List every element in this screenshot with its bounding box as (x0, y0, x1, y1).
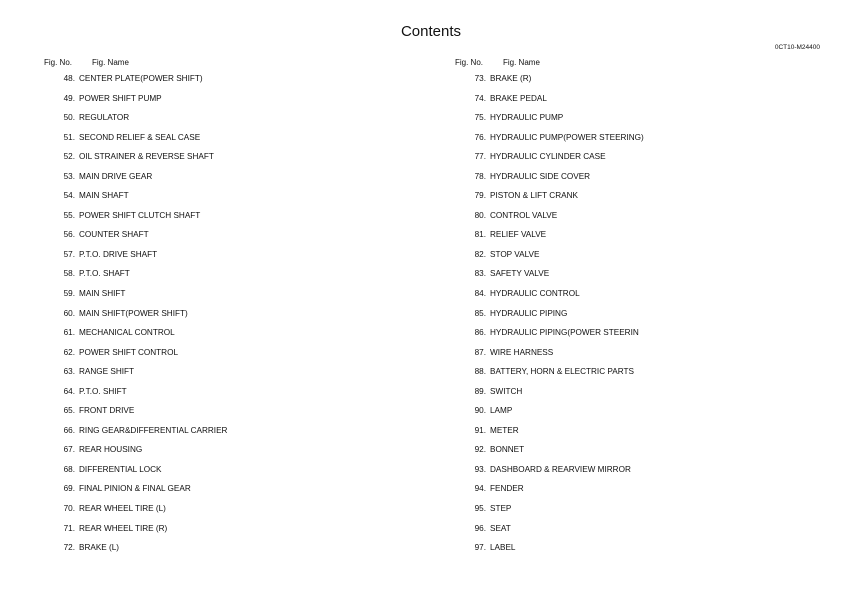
fig-name: REAR WHEEL TIRE (L) (79, 504, 166, 514)
list-item[interactable] (44, 445, 444, 465)
list-item[interactable] (455, 211, 842, 231)
list-item[interactable] (44, 211, 444, 231)
list-item[interactable] (455, 172, 842, 192)
fig-number: 62. (63, 347, 75, 357)
list-item[interactable] (455, 230, 842, 250)
fig-number: 95. (474, 504, 486, 514)
fig-name: PISTON & LIFT CRANK (490, 191, 578, 201)
fig-number: 92. (474, 445, 486, 455)
list-item[interactable] (44, 328, 444, 348)
fig-name: MECHANICAL CONTROL (79, 328, 175, 338)
list-item[interactable] (44, 426, 444, 446)
fig-number: 61. (63, 328, 75, 338)
fig-name: REAR WHEEL TIRE (R) (79, 523, 168, 533)
fig-name: REAR HOUSING (79, 445, 143, 455)
fig-number: 65. (63, 406, 75, 416)
fig-name: HYDRAULIC SIDE COVER (490, 171, 591, 181)
fig-number: 88. (474, 367, 486, 377)
list-item[interactable] (44, 250, 444, 270)
list-item[interactable] (44, 367, 444, 387)
fig-name: BRAKE (R) (490, 74, 532, 83)
fig-number: 93. (474, 464, 486, 474)
list-item[interactable] (455, 504, 842, 524)
list-item[interactable] (44, 133, 444, 153)
list-item[interactable] (44, 269, 444, 289)
fig-number: 56. (63, 230, 75, 240)
contents-column-left (44, 58, 444, 563)
fig-number: 73. (474, 74, 486, 83)
list-item[interactable] (44, 348, 444, 368)
list-item[interactable] (44, 484, 444, 504)
fig-number: 76. (474, 132, 486, 142)
fig-name: LABEL (490, 543, 516, 553)
fig-name: P.T.O. DRIVE SHAFT (79, 249, 158, 259)
fig-number: 81. (474, 230, 486, 240)
fig-name: CENTER PLATE(POWER SHIFT) (79, 74, 203, 83)
list-item[interactable] (455, 74, 842, 94)
fig-name: HYDRAULIC CYLINDER CASE (490, 152, 606, 162)
fig-number: 67. (63, 445, 75, 455)
fig-name: STOP VALVE (490, 249, 540, 259)
fig-name: OIL STRAINER & REVERSE SHAFT (79, 152, 214, 162)
fig-number: 55. (63, 210, 75, 220)
contents-list (455, 74, 842, 563)
fig-name-header: Fig. Name (92, 58, 129, 67)
fig-number: 80. (474, 210, 486, 220)
fig-name: LAMP (490, 406, 513, 416)
fig-number: 54. (63, 191, 75, 201)
fig-number: 79. (474, 191, 486, 201)
fig-name: HYDRAULIC CONTROL (490, 289, 580, 299)
fig-number: 70. (63, 504, 75, 514)
fig-name-header: Fig. Name (503, 58, 540, 67)
list-item[interactable] (44, 113, 444, 133)
list-item[interactable] (455, 406, 842, 426)
fig-name: STEP (490, 504, 512, 514)
fig-name: SWITCH (490, 386, 523, 396)
list-item[interactable] (44, 465, 444, 485)
fig-number: 53. (63, 171, 75, 181)
fig-name: HYDRAULIC PUMP(POWER STEERING) (490, 132, 644, 142)
list-item[interactable] (455, 113, 842, 133)
fig-name: SAFETY VALVE (490, 269, 550, 279)
fig-number: 50. (63, 113, 75, 123)
list-item[interactable] (455, 250, 842, 270)
list-item[interactable] (44, 406, 444, 426)
fig-number: 84. (474, 289, 486, 299)
fig-number: 72. (63, 543, 75, 553)
fig-name: MAIN SHIFT(POWER SHIFT) (79, 308, 188, 318)
fig-name: POWER SHIFT PUMP (79, 93, 162, 103)
fig-number: 82. (474, 249, 486, 259)
fig-number: 90. (474, 406, 486, 416)
fig-name: BRAKE PEDAL (490, 93, 547, 103)
fig-name: POWER SHIFT CLUTCH SHAFT (79, 210, 201, 220)
list-item[interactable] (44, 152, 444, 172)
fig-number: 94. (474, 484, 486, 494)
document-code: 0CT10-M24400 (774, 44, 820, 51)
page-title: Contents (400, 23, 462, 40)
fig-name: CONTROL VALVE (490, 210, 558, 220)
list-item[interactable] (44, 504, 444, 524)
fig-name: METER (490, 425, 519, 435)
fig-name: FRONT DRIVE (79, 406, 135, 416)
list-item[interactable] (455, 94, 842, 114)
column-header (455, 58, 842, 74)
list-item[interactable] (44, 172, 444, 192)
list-item[interactable] (44, 191, 444, 211)
fig-name: REGULATOR (79, 113, 130, 123)
fig-name: P.T.O. SHIFT (79, 386, 127, 396)
fig-number: 74. (474, 93, 486, 103)
fig-number: 48. (63, 74, 75, 83)
list-item[interactable] (455, 269, 842, 289)
list-item[interactable] (455, 133, 842, 153)
fig-name: HYDRAULIC PUMP (490, 113, 564, 123)
fig-number: 87. (474, 347, 486, 357)
fig-number: 71. (63, 523, 75, 533)
fig-number: 96. (474, 523, 486, 533)
fig-name: FENDER (490, 484, 524, 494)
list-item[interactable] (455, 152, 842, 172)
fig-number: 57. (63, 249, 75, 259)
list-item[interactable] (44, 289, 444, 309)
fig-name: P.T.O. SHAFT (79, 269, 130, 279)
list-item[interactable] (455, 309, 842, 329)
contents-list (44, 74, 444, 563)
fig-number: 63. (63, 367, 75, 377)
contents-column-right (455, 58, 842, 563)
fig-number: 77. (474, 152, 486, 162)
list-item[interactable] (44, 309, 444, 329)
fig-number: 52. (63, 152, 75, 162)
fig-name: RANGE SHIFT (79, 367, 135, 377)
fig-number: 86. (474, 328, 486, 338)
fig-name: SECOND RELIEF & SEAL CASE (79, 132, 201, 142)
fig-no-header: Fig. No. (455, 58, 484, 67)
fig-number: 69. (63, 484, 75, 494)
fig-name: COUNTER SHAFT (79, 230, 149, 240)
fig-name: MAIN SHAFT (79, 191, 129, 201)
fig-number: 64. (63, 386, 75, 396)
fig-name: HYDRAULIC PIPING(POWER STEERIN (490, 328, 639, 338)
fig-number: 91. (474, 425, 486, 435)
fig-name: RING GEAR&DIFFERENTIAL CARRIER (79, 425, 228, 435)
list-item[interactable] (455, 524, 842, 544)
fig-no-header: Fig. No. (44, 58, 73, 67)
fig-name: MAIN SHIFT (79, 289, 126, 299)
list-item[interactable] (455, 289, 842, 309)
list-item[interactable] (455, 465, 842, 485)
fig-number: 97. (474, 543, 486, 553)
list-item[interactable] (455, 367, 842, 387)
list-item[interactable] (455, 348, 842, 368)
list-item[interactable] (455, 484, 842, 504)
list-item[interactable] (455, 445, 842, 465)
fig-name: BRAKE (L) (79, 543, 120, 553)
fig-name: BATTERY, HORN & ELECTRIC PARTS (490, 367, 634, 377)
fig-name: BONNET (490, 445, 525, 455)
fig-number: 83. (474, 269, 486, 279)
fig-number: 68. (63, 464, 75, 474)
list-item[interactable] (44, 387, 444, 407)
fig-name: RELIEF VALVE (490, 230, 547, 240)
fig-name: SEAT (490, 523, 511, 533)
fig-number: 75. (474, 113, 486, 123)
fig-number: 85. (474, 308, 486, 318)
list-item[interactable] (44, 94, 444, 114)
fig-name: DASHBOARD & REARVIEW MIRROR (490, 464, 631, 474)
list-item[interactable] (455, 426, 842, 446)
fig-number: 89. (474, 386, 486, 396)
fig-number: 59. (63, 289, 75, 299)
fig-number: 58. (63, 269, 75, 279)
list-item[interactable] (44, 230, 444, 250)
list-item[interactable] (455, 328, 842, 348)
fig-number: 78. (474, 171, 486, 181)
list-item[interactable] (455, 387, 842, 407)
list-item[interactable] (455, 191, 842, 211)
fig-name: MAIN DRIVE GEAR (79, 171, 153, 181)
list-item[interactable] (455, 543, 842, 563)
fig-name: FINAL PINION & FINAL GEAR (79, 484, 191, 494)
fig-number: 51. (63, 132, 75, 142)
fig-number: 60. (63, 308, 75, 318)
fig-number: 49. (63, 93, 75, 103)
list-item[interactable] (44, 543, 444, 563)
list-item[interactable] (44, 524, 444, 544)
column-header (44, 58, 444, 74)
fig-name: HYDRAULIC PIPING (490, 308, 568, 318)
fig-name: POWER SHIFT CONTROL (79, 347, 179, 357)
list-item[interactable] (44, 74, 444, 94)
fig-name: WIRE HARNESS (490, 347, 554, 357)
fig-number: 66. (63, 425, 75, 435)
fig-name: DIFFERENTIAL LOCK (79, 464, 162, 474)
